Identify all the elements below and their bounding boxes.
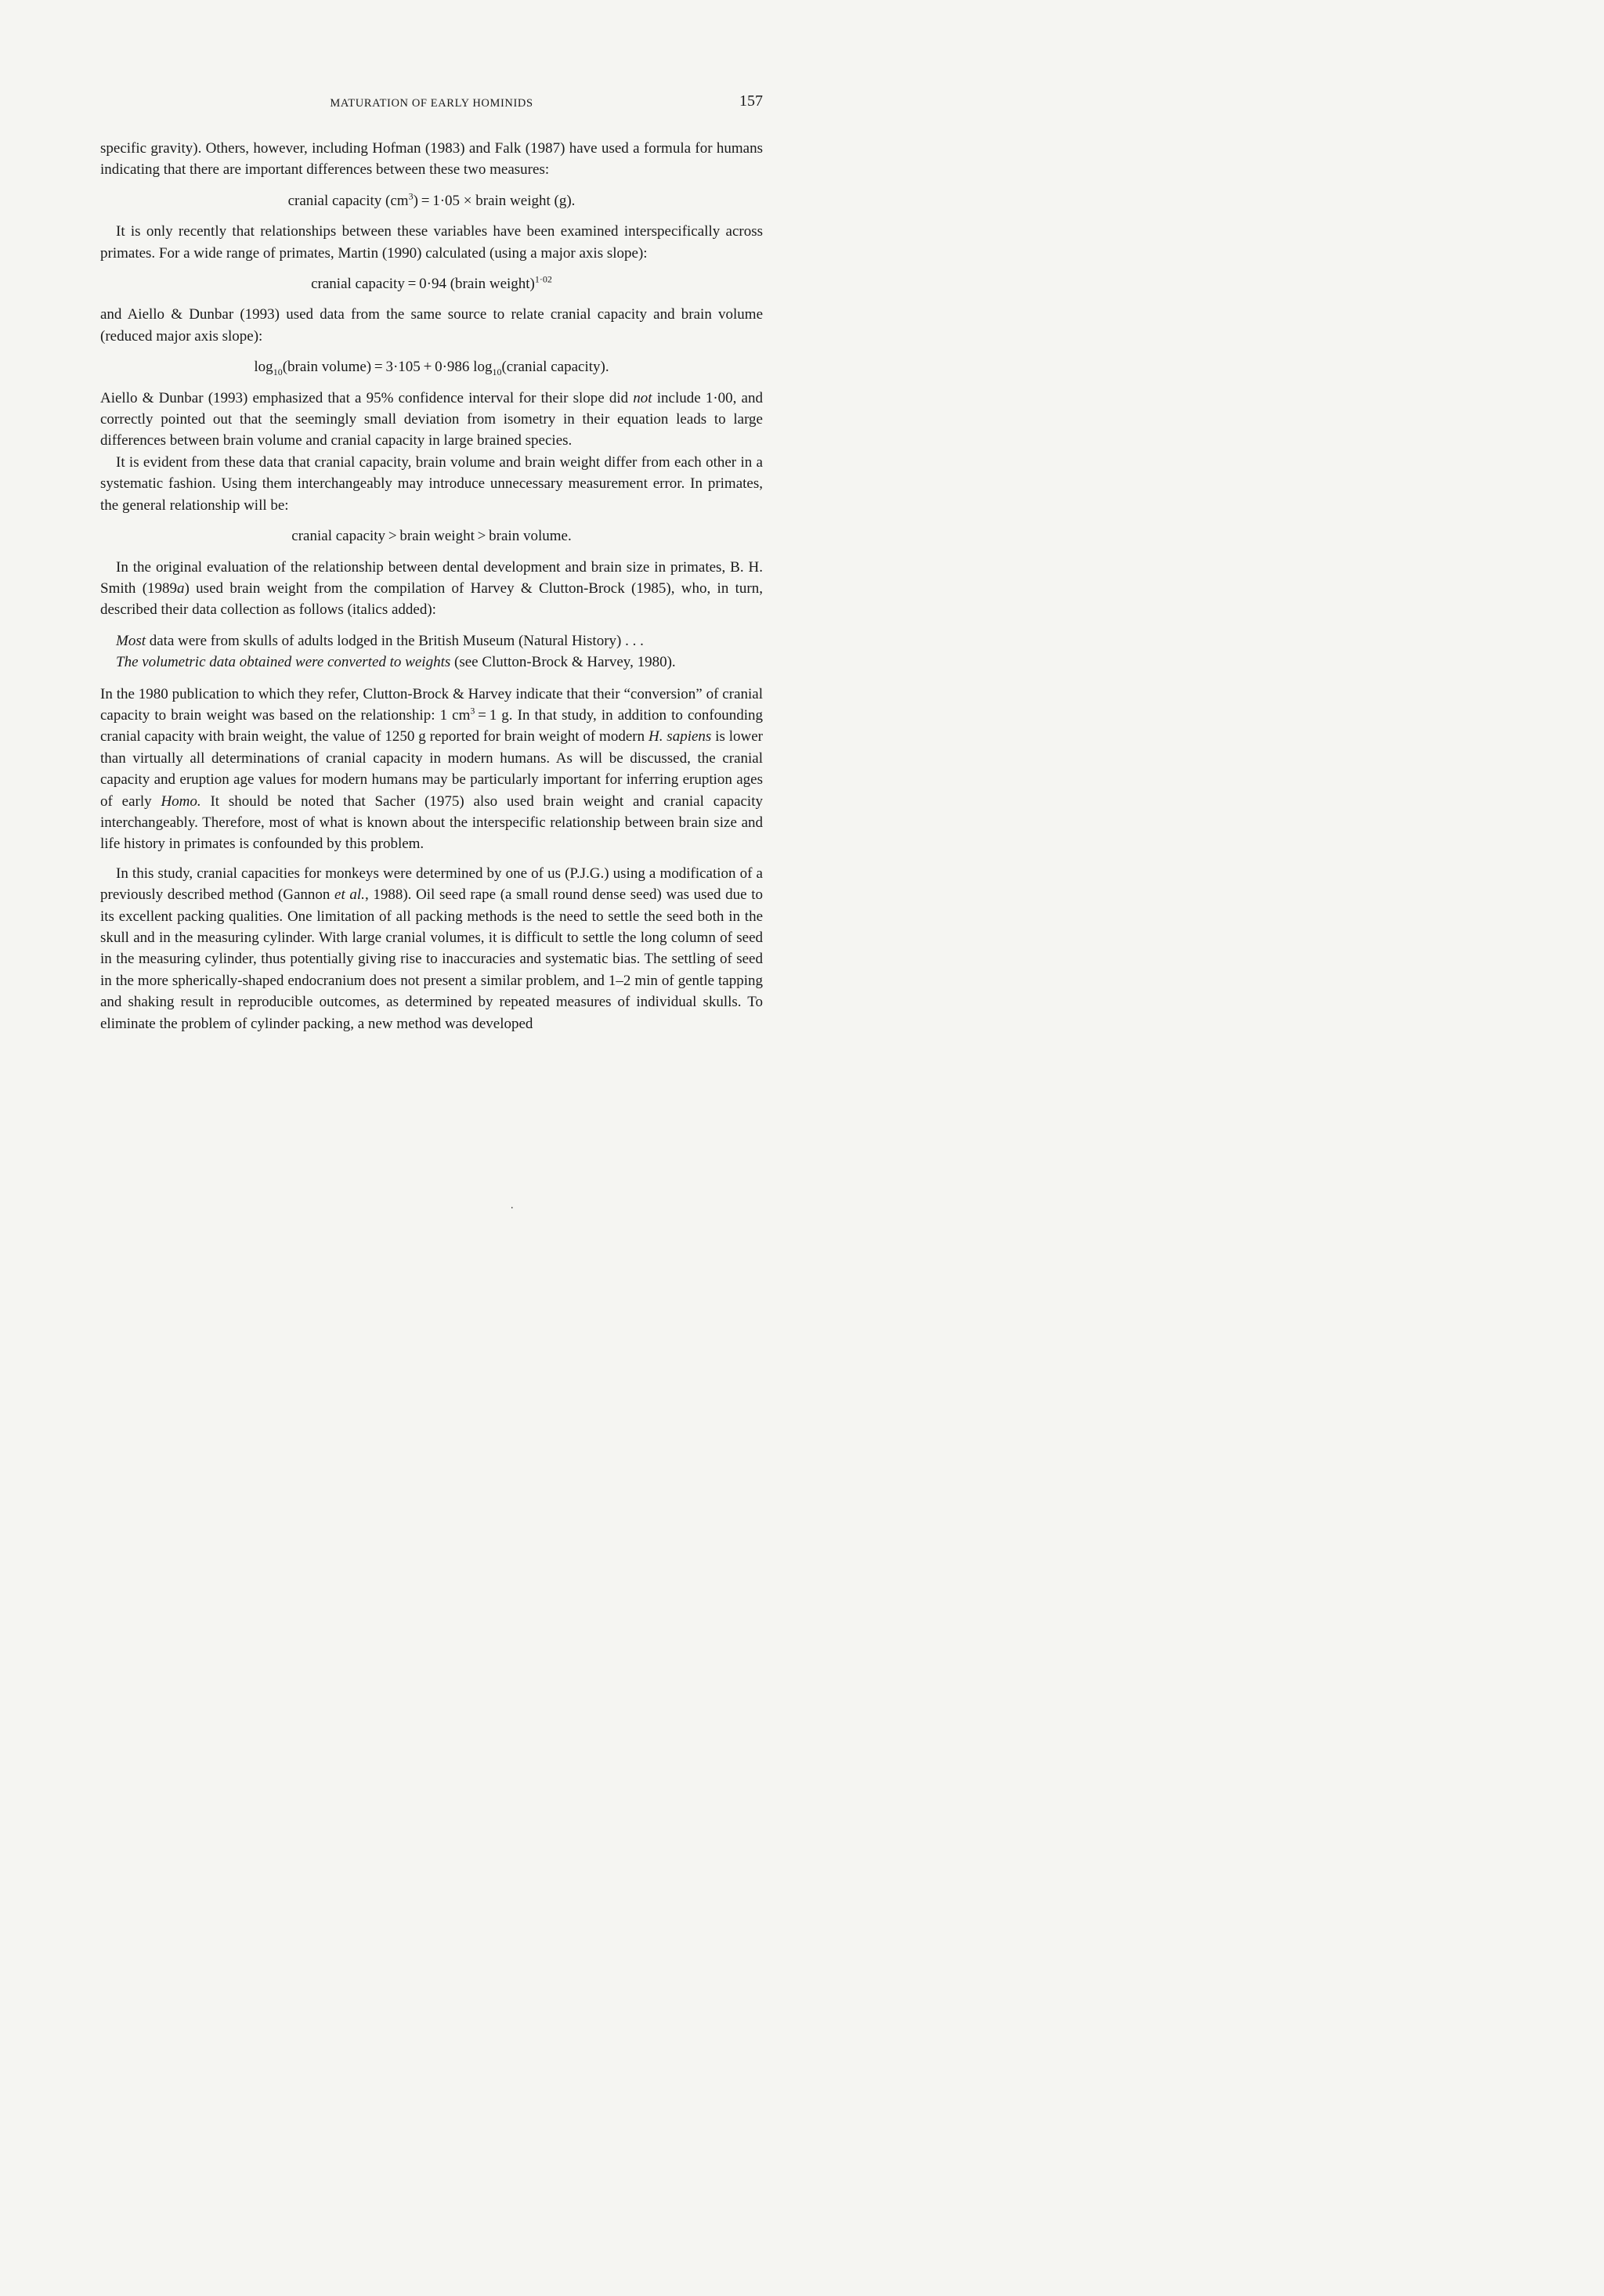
text: In this study, cranial capacities for monkeys were determined by one of us (P.J.G.) using a modification of a previously described method (Gannon — [100, 865, 763, 904]
text: specific gravity). Others, however, including Hofman (1983) and Falk (1987) have used a formula for humans indicating that there are important differences between these two measures: — [100, 140, 763, 179]
text: In the original evaluation of the relationship between dental development and brain size in primates, B. H. Smith (1989 — [100, 558, 763, 597]
superscript: 3 — [408, 190, 414, 202]
italic-text: H. sapiens — [648, 728, 712, 745]
text: It is evident from these data that cranial capacity, brain volume and brain weight differ from each other in a systematic fashion. Using them interchangeably may introduce unnecessary measurement error. In primates, the general relationship will be: — [100, 453, 763, 514]
text: (see Clutton-Brock & Harvey, 1980). — [450, 654, 676, 671]
italic-text: a — [177, 579, 185, 597]
equation-3 — [100, 356, 763, 377]
paragraph-3 — [100, 304, 763, 347]
text: and Aiello & Dunbar (1993) used data from the same source to relate cranial capacity and brain volume (reduced major axis slope): — [100, 306, 763, 345]
superscript: 3 — [470, 705, 475, 717]
running-head: MATURATION OF EARLY HOMINIDS — [330, 97, 533, 110]
text: cranial capacity (cm — [287, 192, 409, 209]
page — [0, 0, 863, 1236]
block-quote — [116, 630, 763, 673]
text: include 1·00, and correctly pointed out that the seemingly small deviation from isometry in their equation leads to large differences between brain volume and cranial capacity in large brained species. — [100, 389, 763, 449]
equation-1 — [100, 190, 763, 211]
text: It is only recently that relationships between these variables have been examined interspecifically across primates. For a wide range of primates, Martin (1990) calculated (using a major axis slope): — [100, 223, 763, 262]
text: cranial capacity > brain weight > brain volume. — [291, 528, 572, 545]
paragraph-8 — [100, 863, 763, 1034]
text: cranial capacity = 0·94 (brain weight) — [311, 276, 535, 293]
italic-text: et al. — [334, 886, 365, 904]
scan-speck: . — [511, 1200, 514, 1211]
paragraph-6 — [100, 557, 763, 621]
subscript: 10 — [492, 366, 502, 378]
text: (brain volume) = 3·105 + 0·986 log — [282, 359, 493, 376]
superscript: 1·02 — [534, 273, 552, 285]
text: = 1 g. In that study, in addition to confounding cranial capacity with brain weight, the value of 1250 g reported for brain weight of modern — [100, 706, 763, 745]
paragraph-5 — [100, 452, 763, 516]
paragraph-7 — [100, 684, 763, 855]
subscript: 10 — [273, 366, 283, 378]
equation-2 — [100, 273, 763, 294]
paragraph-1 — [100, 138, 763, 181]
page-header — [100, 92, 763, 116]
text: log — [254, 359, 273, 376]
equation-4 — [100, 525, 763, 547]
text: ) = 1·05 × brain weight (g). — [413, 192, 576, 209]
text: , 1988). Oil seed rape (a small round dense seed) was used due to its excellent packing qualities. One limitation of all packing methods is the need to settle the seed both in the skull and in the measuring cylinder. With large cranial volumes, it is difficult to settle the long column of seed in the measuring cylinder, thus potentially giving rise to inaccuracies and systematic bias. The settling of seed in the more spherically-shaped endocranium does not present a similar problem, and 1–2 min of gentle tapping and shaking result in reproducible outcomes, as determined by repeated measures of individual skulls. To eliminate the problem of cylinder packing, a new method was developed — [100, 886, 763, 1032]
paragraph-2 — [100, 221, 763, 264]
paragraph-4 — [100, 388, 763, 452]
italic-text: The volumetric data obtained were converted to weights — [116, 654, 451, 671]
quote-line-2 — [116, 652, 763, 673]
article-body — [100, 138, 763, 1034]
quote-line-1 — [116, 630, 763, 652]
text: is lower than virtually all determinations of cranial capacity in modern humans. As will be discussed, the cranial capacity and eruption age values for modern humans may be particularly important for inferring eruption ages of early — [100, 728, 763, 810]
text: data were from skulls of adults lodged in the British Museum (Natural History) . . . — [146, 632, 644, 649]
text: Aiello & Dunbar (1993) emphasized that a 95% confidence interval for their slope did — [100, 389, 634, 406]
italic-text: Most — [116, 632, 146, 649]
italic-text: Homo. — [161, 792, 201, 810]
text: In the 1980 publication to which they refer, Clutton-Brock & Harvey indicate that their “conversion” of cranial capacity to brain weight was based on the relationship: 1 cm — [100, 685, 763, 724]
italic-text: not — [633, 389, 652, 406]
text: ) used brain weight from the compilation of Harvey & Clutton-Brock (1985), who, in turn, described their data collection as follows (italics added): — [100, 579, 763, 619]
text: (cranial capacity). — [501, 359, 609, 376]
page-number: 157 — [739, 92, 763, 110]
text: It should be noted that Sacher (1975) also used brain weight and cranial capacity interchangeably. Therefore, most of what is known about the interspecific relationship between brain size and life history in primates is confounded by this problem. — [100, 792, 763, 853]
